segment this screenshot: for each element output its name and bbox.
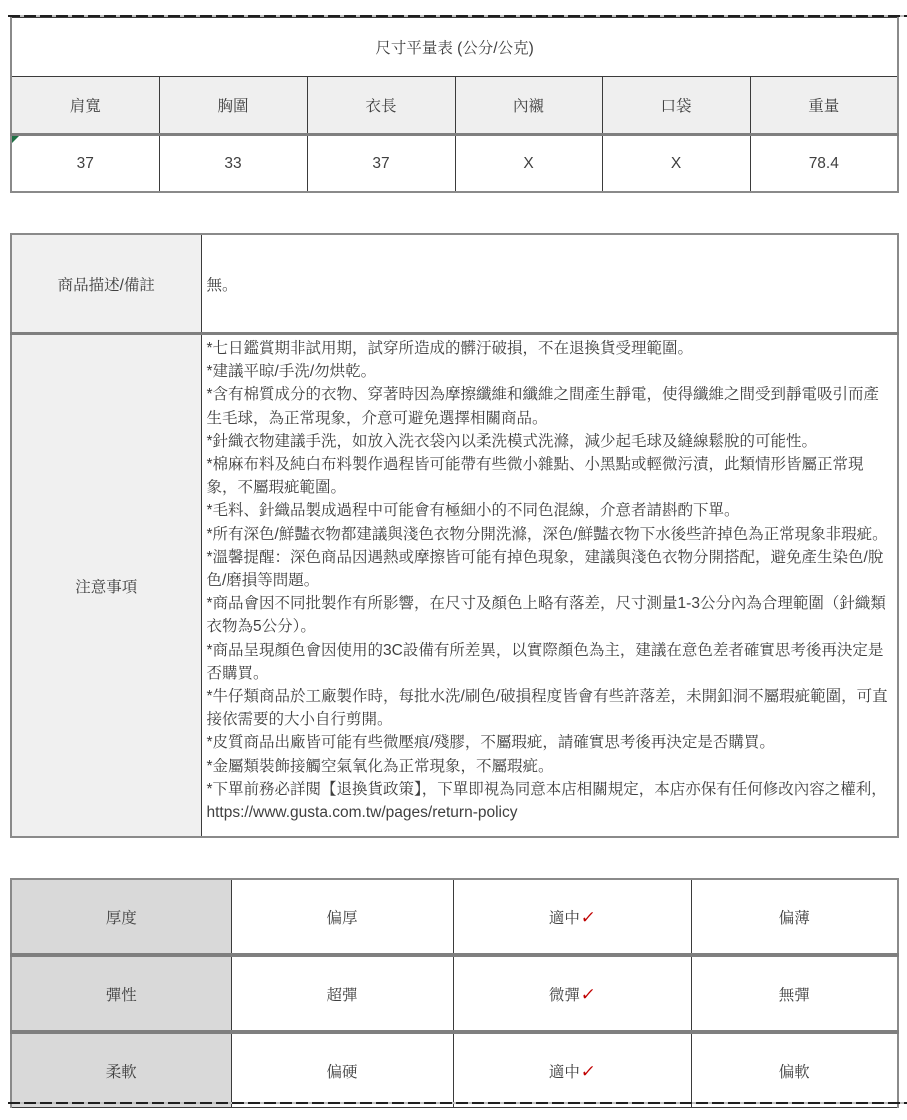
header-cell-chest: 胸圍 bbox=[159, 77, 307, 135]
notice-line: *毛料、針織品製成過程中可能會有極細小的不同色混線，介意者請斟酌下單。 bbox=[206, 502, 740, 520]
thickness-option-thick: 偏厚 bbox=[231, 879, 453, 955]
notice-line: *七日鑑賞期非試用期，試穿所造成的髒汙破損，不在退換貨受理範圍。 bbox=[206, 340, 694, 357]
stretch-option-high: 超彈 bbox=[231, 955, 453, 1032]
size-table-header-row bbox=[11, 77, 898, 135]
softness-option-soft: 偏軟 bbox=[691, 1032, 898, 1108]
header-cell-pocket: 口袋 bbox=[602, 77, 750, 135]
notice-line: *皮質商品出廠皆可能有些微壓痕/殘膠，不屬瑕疵，請確實思考後再決定是否購買。 bbox=[206, 734, 775, 752]
thickness-row bbox=[11, 879, 898, 955]
stretch-row bbox=[11, 955, 898, 1032]
thickness-option-medium-selected bbox=[453, 879, 691, 955]
thickness-label: 厚度 bbox=[11, 879, 231, 955]
stretch-option-slight-selected bbox=[453, 955, 691, 1032]
check-icon: ✓ bbox=[579, 1061, 597, 1081]
value-cell-chest: 33 bbox=[159, 135, 307, 193]
excel-corner-marker-icon bbox=[12, 136, 19, 143]
size-table bbox=[10, 17, 899, 193]
softness-option-hard: 偏硬 bbox=[231, 1032, 453, 1108]
softness-label: 柔軟 bbox=[11, 1032, 231, 1108]
header-cell-weight: 重量 bbox=[750, 77, 898, 135]
description-notes-table bbox=[10, 233, 899, 838]
thickness-option-thin: 偏薄 bbox=[691, 879, 898, 955]
softness-option-medium-text: 適中 bbox=[548, 1063, 580, 1081]
stretch-option-slight-text: 微彈 bbox=[548, 986, 580, 1004]
description-label: 商品描述/備註 bbox=[11, 234, 201, 334]
header-cell-length: 衣長 bbox=[307, 77, 455, 135]
notice-line-return-policy-url: *下單前務必詳閱【退換貨政策】，下單即視為同意本店相關規定，本店亦保有任何修改內容之權利，https://www.gusta.com.tw/pages/return-policy bbox=[206, 780, 887, 822]
thickness-option-medium-text: 適中 bbox=[548, 909, 580, 927]
notice-line: *含有棉質成分的衣物、穿著時因為摩擦纖維和纖維之間產生靜電，使得纖維之間受到靜電吸引而產生毛球，為正常現象，介意可避免選擇相關商品。 bbox=[206, 386, 880, 427]
size-table-title: 尺寸平量表 (公分/公克) bbox=[11, 18, 898, 77]
size-table-title-row bbox=[11, 18, 898, 77]
value-cell-length: 37 bbox=[307, 135, 455, 193]
value-shoulder-width: 37 bbox=[76, 154, 94, 172]
notice-line: *商品呈現顏色會因使用的3C設備有所差異，以實際顏色為主，建議在意色差者確實思考後再決定是否購買。 bbox=[206, 641, 884, 682]
check-icon: ✓ bbox=[579, 984, 597, 1004]
notice-content bbox=[201, 334, 898, 838]
notice-line: *針織衣物建議手洗，如放入洗衣袋內以柔洗模式洗滌，減少起毛球及縫線鬆脫的可能性。 bbox=[206, 432, 818, 450]
notice-line: *金屬類裝飾接觸空氣氧化為正常現象，不屬瑕疵。 bbox=[206, 757, 554, 775]
check-icon: ✓ bbox=[579, 907, 597, 927]
notice-line: *牛仔類商品於工廠製作時，每批水洗/刷色/破損程度皆會有些許落差，未開釦洞不屬瑕疵範圍，可直接依需要的大小自行剪開。 bbox=[206, 688, 888, 729]
page-break-line-bottom bbox=[8, 1102, 907, 1104]
header-cell-shoulder-width: 肩寬 bbox=[11, 77, 159, 135]
size-table-value-row bbox=[11, 135, 898, 193]
value-cell-pocket: X bbox=[602, 135, 750, 193]
softness-option-medium-selected bbox=[453, 1032, 691, 1108]
stretch-label: 彈性 bbox=[11, 955, 231, 1032]
header-cell-lining: 內襯 bbox=[455, 77, 602, 135]
description-content: 無。 bbox=[201, 234, 898, 334]
notice-label: 注意事項 bbox=[11, 334, 201, 838]
value-cell-weight: 78.4 bbox=[750, 135, 898, 193]
notice-line: *棉麻布料及純白布料製作過程皆可能帶有些微小雜點、小黑點或輕微污漬，此類情形皆屬正常現象，不屬瑕疵範圍。 bbox=[206, 456, 864, 497]
notice-line: *所有深色/鮮豔衣物都建議與淺色衣物分開洗滌，深色/鮮豔衣物下水後些許掉色為正常現象非瑕疵。 bbox=[206, 525, 888, 543]
attributes-table bbox=[10, 878, 899, 1108]
notice-line: *溫馨提醒：深色商品因遇熱或摩擦皆可能有掉色現象，建議與淺色衣物分開搭配，避免產生染色/脫色/磨損等問題。 bbox=[206, 548, 884, 590]
value-cell-lining: X bbox=[455, 135, 602, 193]
notice-line: *商品會因不同批製作有所影響，在尺寸及顏色上略有落差，尺寸測量1-3公分內為合理範圍（針織類衣物為5公分）。 bbox=[206, 595, 886, 636]
notice-line: *建議平晾/手洗/勿烘乾。 bbox=[206, 363, 377, 381]
softness-row bbox=[11, 1032, 898, 1108]
value-cell-shoulder-width bbox=[11, 135, 159, 193]
notice-row bbox=[11, 334, 898, 838]
stretch-option-none: 無彈 bbox=[691, 955, 898, 1032]
description-row bbox=[11, 234, 898, 334]
